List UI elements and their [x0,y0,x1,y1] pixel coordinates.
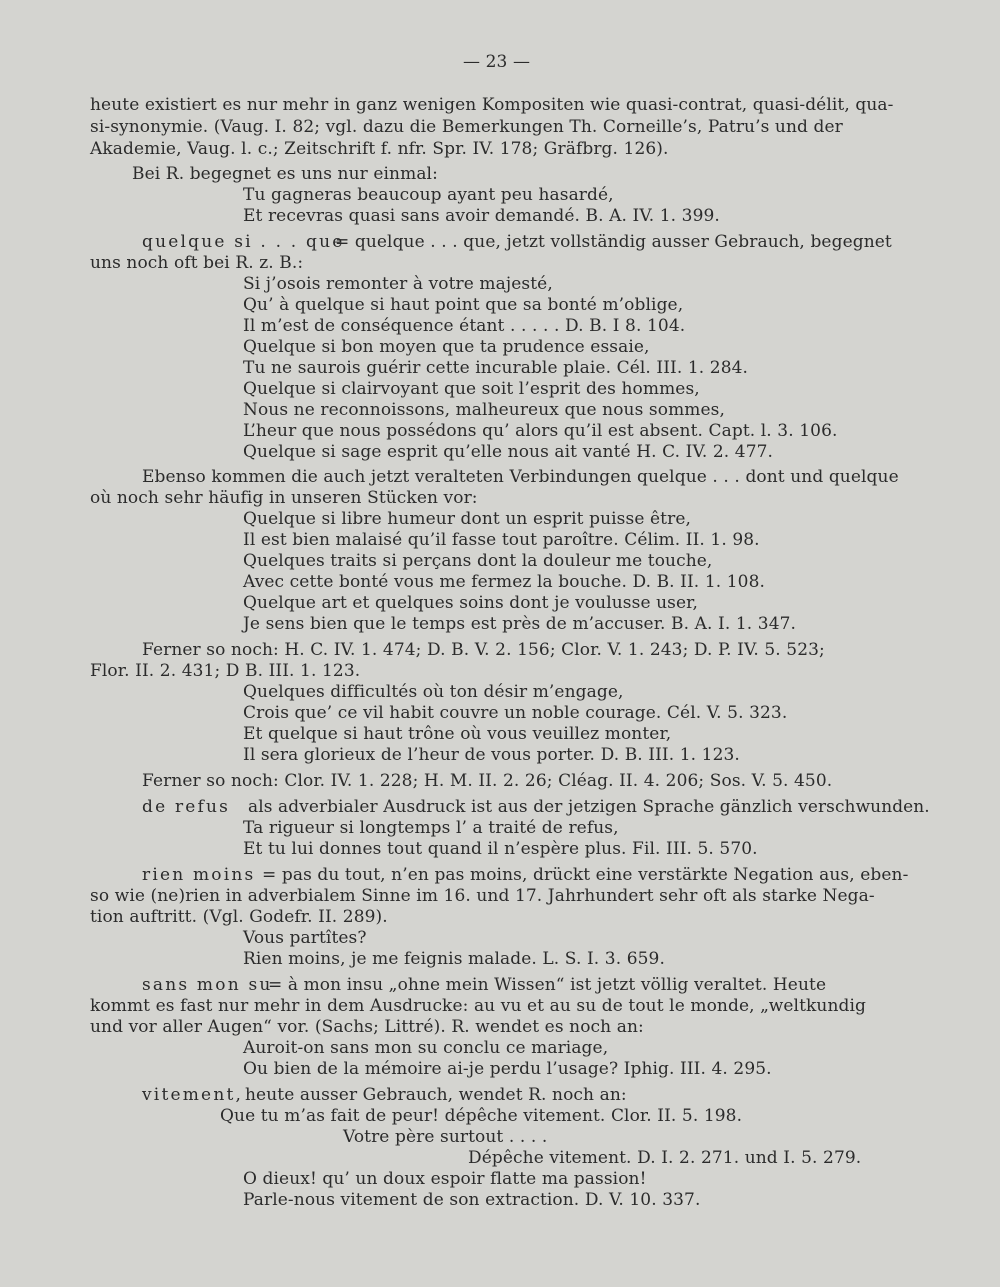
spaced-term: vitement, [142,1085,244,1105]
page-number: — 23 — [463,52,531,72]
verse-line: Et recevras quasi sans avoir demandé. B. A. IV. 1. 399. [243,206,720,226]
verse-line: Qu’ à quelque si haut point que sa bonté m’oblige, [243,295,684,315]
text-line: und vor aller Augen“ vor. (Sachs; Littré). R. wendet es noch an: [90,1017,644,1037]
text-line: Ferner so noch: Clor. IV. 1. 228; H. M. II. 2. 26; Cléag. II. 4. 206; Sos. V. 5. 450. [142,771,833,791]
verse-line: Il est bien malaisé qu’il fasse tout paroître. Célim. II. 1. 98. [243,530,760,550]
text-line: Bei R. begegnet es uns nur einmal: [132,164,438,184]
spaced-term: de refus [142,797,231,817]
spaced-term: quelque si . . . que [142,232,345,252]
text-line: heute existiert es nur mehr in ganz wenigen Kompositen wie quasi-contrat, quasi-délit, qua- [90,95,894,115]
text-line: Akademie, Vaug. l. c.; Zeitschrift f. nfr. Spr. IV. 178; Gräfbrg. 126). [90,139,669,159]
text-line: = quelque . . . que, jetzt vollständig ausser Gebrauch, begegnet [335,232,892,252]
text-line: uns noch oft bei R. z. B.: [90,253,304,273]
verse-line: Quelque si bon moyen que ta prudence essaie, [243,337,650,357]
verse-line: Tu gagneras beaucoup ayant peu hasardé, [243,185,614,205]
verse-line: Vous partîtes? [243,928,367,948]
verse-line: Si j’osois remonter à votre majesté, [243,274,553,294]
text-line: = à mon insu „ohne mein Wissen“ ist jetzt völlig veraltet. Heute [268,975,827,995]
text-line: Flor. II. 2. 431; D B. III. 1. 123. [90,661,361,681]
verse-line: Votre père surtout . . . . [343,1127,548,1147]
verse-line: Il m’est de conséquence étant . . . . . D. B. I 8. 104. [243,316,686,336]
spaced-term: sans mon su [142,975,273,995]
text-line: als adverbialer Ausdruck ist aus der jetzigen Sprache gänzlich verschwunden. [248,797,930,817]
verse-line: Et tu lui donnes tout quand il n’espère plus. Fil. III. 5. 570. [243,839,758,859]
verse-line: Tu ne saurois guérir cette incurable plaie. Cél. III. 1. 284. [243,358,749,378]
text-line: so wie (ne)rien in adverbialem Sinne im 16. und 17. Jahrhundert sehr oft als starke Nega- [90,886,875,906]
text-line: kommt es fast nur mehr in dem Ausdrucke: au vu et au su de tout le monde, „weltkundig [90,996,866,1016]
verse-line: Quelque si clairvoyant que soit l’esprit des hommes, [243,379,700,399]
verse-line: Ta rigueur si longtemps l’ a traité de refus, [243,818,619,838]
verse-line: Il sera glorieux de l’heur de vous porter. D. B. III. 1. 123. [243,745,740,765]
verse-line: Quelque si libre humeur dont un esprit puisse être, [243,509,691,529]
verse-line: Quelque art et quelques soins dont je voulusse user, [243,593,699,613]
verse-line: Je sens bien que le temps est près de m’accuser. B. A. I. 1. 347. [243,614,797,634]
verse-line: Quelque si sage esprit qu’elle nous ait vanté H. C. IV. 2. 477. [243,442,774,462]
verse-line: Auroit-on sans mon su conclu ce mariage, [243,1038,609,1058]
verse-line: L’heur que nous possédons qu’ alors qu’il est absent. Capt. l. 3. 106. [243,421,838,441]
verse-line: Rien moins, je me feignis malade. L. S. I. 3. 659. [243,949,665,969]
verse-line: Ou bien de la mémoire ai-je perdu l’usage? Iphig. III. 4. 295. [243,1059,772,1079]
verse-line: Parle-nous vitement de son extraction. D. V. 10. 337. [243,1190,701,1210]
text-line: tion auftritt. (Vgl. Godefr. II. 289). [90,907,388,927]
text-line: = pas du tout, n’en pas moins, drückt eine verstärkte Negation aus, eben- [262,865,909,885]
verse-line: Avec cette bonté vous me fermez la bouche. D. B. II. 1. 108. [243,572,765,592]
text-line: où noch sehr häufig in unseren Stücken vor: [90,488,478,508]
verse-line: Et quelque si haut trône où vous veuillez monter, [243,724,672,744]
verse-line: Quelques traits si perçans dont la douleur me touche, [243,551,713,571]
verse-line: Crois que’ ce vil habit couvre un noble courage. Cél. V. 5. 323. [243,703,788,723]
verse-line: Quelques difficultés où ton désir m’engage, [243,682,624,702]
verse-line: Que tu m’as fait de peur! dépêche vitement. Clor. II. 5. 198. [220,1106,743,1126]
text-line: si-synonymie. (Vaug. I. 82; vgl. dazu die Bemerkungen Th. Corneille’s, Patru’s und der [90,117,843,137]
verse-line: Dépêche vitement. D. I. 2. 271. und I. 5. 279. [468,1148,862,1168]
verse-line: Nous ne reconnoissons, malheureux que nous sommes, [243,400,725,420]
text-line: heute ausser Gebrauch, wendet R. noch an: [245,1085,627,1105]
text-line: Ferner so noch: H. C. IV. 1. 474; D. B. V. 2. 156; Clor. V. 1. 243; D. P. IV. 5. 523; [142,640,825,660]
text-line: Ebenso kommen die auch jetzt veralteten Verbindungen quelque . . . dont und quelque [142,467,899,487]
spaced-term: rien moins [142,865,256,885]
verse-line: O dieux! qu’ un doux espoir flatte ma passion! [243,1169,647,1189]
